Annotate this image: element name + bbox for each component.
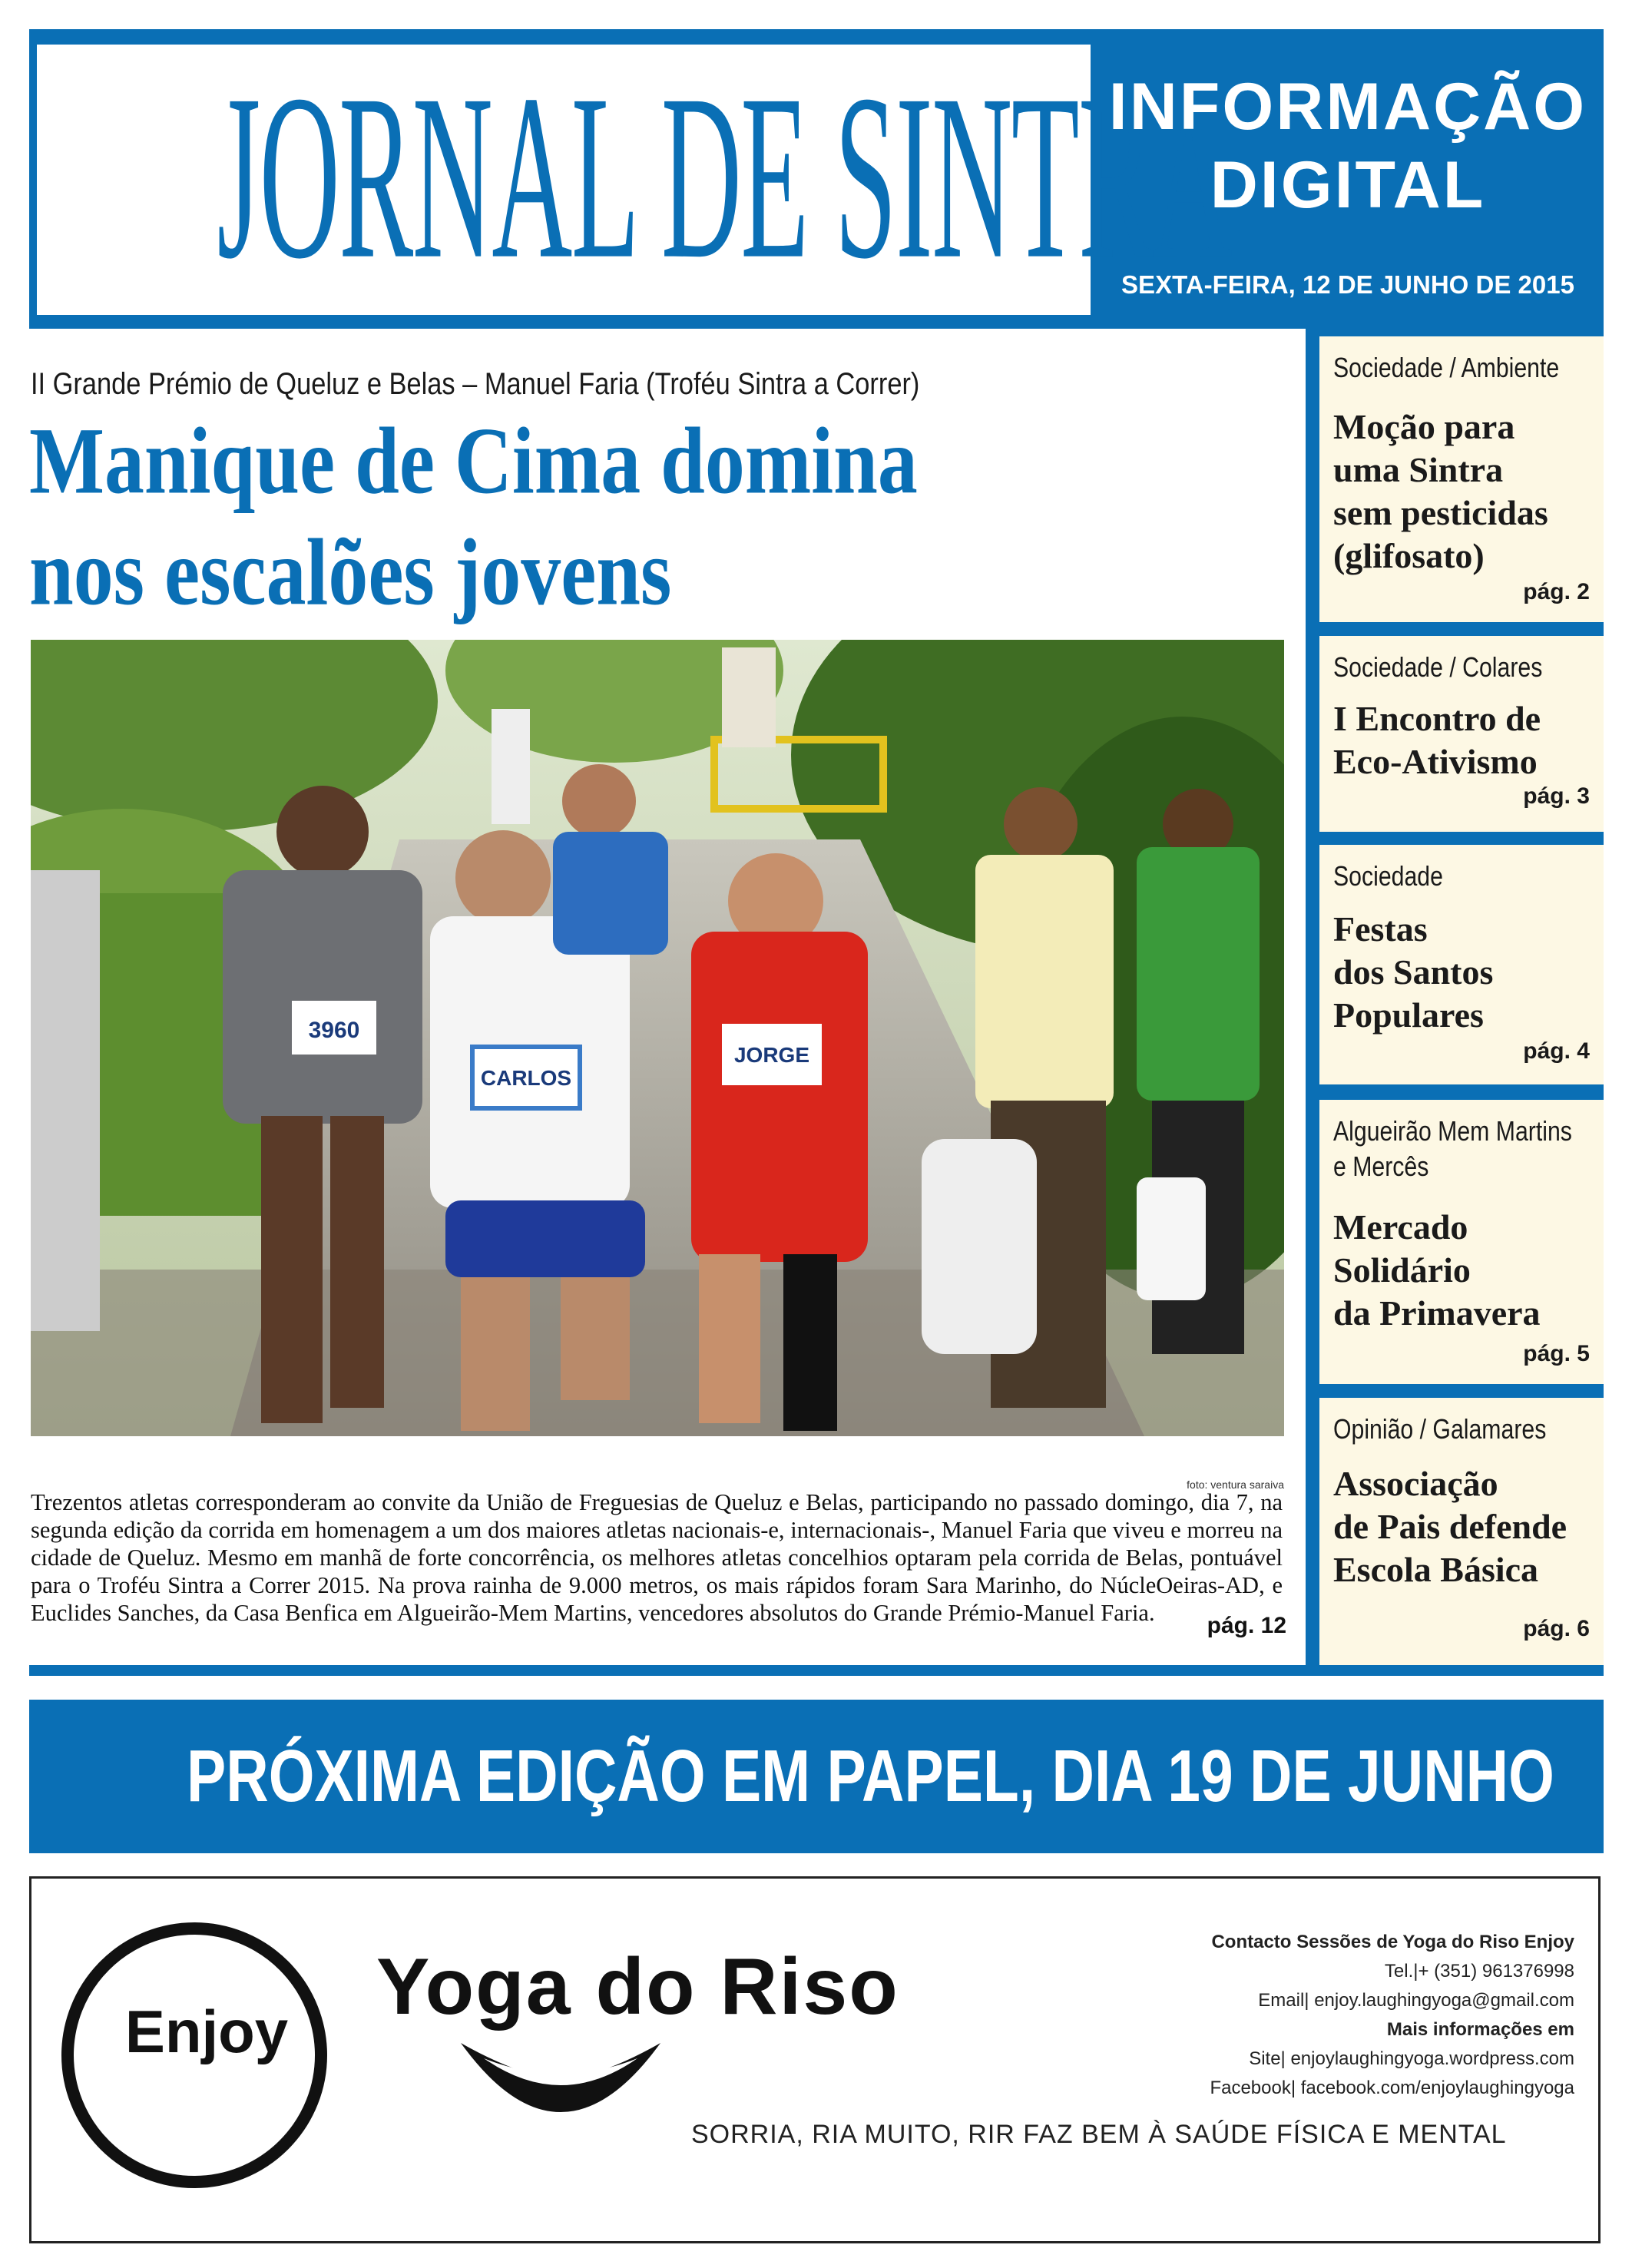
sidebar-item-title [1333, 406, 1548, 578]
title-line: Eco-Ativismo [1333, 742, 1538, 781]
sidebar-item-title [1333, 1206, 1541, 1335]
sidebar-item-category: Sociedade / Ambiente [1333, 352, 1560, 383]
sidebar-item-title [1333, 1462, 1567, 1591]
sidebar-item-page: pág. 5 [1523, 1341, 1590, 1366]
sidebar-item-category: Sociedade [1333, 860, 1443, 892]
race-photo [31, 640, 1284, 1436]
sidebar-item-ambiente[interactable] [1319, 336, 1604, 622]
edition-label [1098, 68, 1597, 224]
sidebar-item-opiniao[interactable] [1319, 1398, 1604, 1665]
sidebar-item-page: pág. 3 [1523, 783, 1590, 809]
sidebar-item-title [1333, 908, 1493, 1037]
ad-slogan: SORRIA, RIA MUITO, RIR FAZ BEM À SAÚDE FÍSICA E MENTAL [691, 2120, 1507, 2149]
title-line: sem pesticidas [1333, 493, 1548, 532]
title-line: Solidário [1333, 1250, 1471, 1290]
title-line: Mercado [1333, 1207, 1468, 1247]
title-line: (glifosato) [1333, 536, 1485, 575]
sidebar-item-page: pág. 2 [1523, 579, 1590, 604]
sidebar-item-santos-populares[interactable] [1319, 845, 1604, 1084]
smile-icon [453, 2028, 668, 2150]
sidebar-item-mercado[interactable] [1319, 1100, 1604, 1384]
sidebar-item-colares[interactable] [1319, 636, 1604, 832]
sidebar-item-page: pág. 4 [1523, 1038, 1590, 1064]
newspaper-title: JORNAL DE SINTRA [217, 45, 1232, 308]
sidebar-item-category-2: e Mercês [1333, 1151, 1429, 1182]
title-line: dos Santos [1333, 952, 1494, 992]
title-line: Populares [1333, 995, 1484, 1035]
sidebar-item-category: Algueirão Mem Martins [1333, 1115, 1572, 1147]
headline-line1: Manique de Cima domina [29, 408, 918, 514]
article-summary: Trezentos atletas corresponderam ao convite da União de Freguesias de Queluz e Belas, participando no passado domingo, dia 7, na segunda edição da corrida em homenagem a um dos maiores atletas nacionais-e, internacionais-, Manuel Faria que viveu e morreu na cidade de Queluz. Mesmo em manhã de forte concorrência, os melhores atletas concelhios optaram pela corrida de Belas, pontuável para o Troféu Sintra a Correr 2015. Na prova rainha de 9.000 metros, os mais rápidos foram Sara Marinho, do NúcleOeiras-AD, e Euclides Sanches, da Casa Benfica em Algueirão-Mem Martins, vencedores absolutos do Grande Prémio-Manuel Faria. [31, 1489, 1283, 1626]
title-line: Moção para [1333, 407, 1515, 446]
ad-more-info: Mais informações em [1386, 2019, 1574, 2040]
article-kicker: II Grande Prémio de Queluz e Belas – Manuel Faria (Troféu Sintra a Correr) [31, 367, 920, 401]
title-line: I Encontro de [1333, 699, 1541, 738]
title-line: Festas [1333, 909, 1428, 949]
bib-jorge: JORGE [733, 1043, 810, 1067]
edition-label-line1: INFORMAÇÃO [1108, 70, 1587, 144]
sidebar-item-category: Sociedade / Colares [1333, 651, 1543, 683]
title-line: Escola Básica [1333, 1550, 1539, 1589]
sidebar-item-title [1333, 697, 1541, 783]
article-page-ref[interactable]: pág. 12 [1183, 1613, 1286, 1639]
title-line: uma Sintra [1333, 450, 1504, 489]
article-headline[interactable] [29, 406, 1137, 628]
race-photo-illustration [31, 640, 1284, 1436]
title-line: de Pais defende [1333, 1507, 1567, 1546]
ad-site: Site| enjoylaughingyoga.wordpress.com [1249, 2048, 1574, 2069]
ad-email: Email| enjoy.laughingyoga@gmail.com [1258, 1990, 1574, 2011]
bib-3960: 3960 [308, 1018, 360, 1043]
sidebar-item-page: pág. 6 [1523, 1616, 1590, 1641]
ad-facebook: Facebook| facebook.com/enjoylaughingyoga [1210, 2078, 1574, 2098]
edition-label-line2: DIGITAL [1210, 148, 1486, 222]
headline-line2: nos escalões jovens [29, 519, 672, 625]
title-line: da Primavera [1333, 1293, 1541, 1333]
issue-date: SEXTA-FEIRA, 12 DE JUNHO DE 2015 [1121, 270, 1574, 299]
photo-credit: foto: ventura saraiva [1187, 1478, 1284, 1491]
ad-title: Yoga do Riso [376, 1942, 899, 2031]
ad-tel: Tel.|+ (351) 961376998 [1384, 1961, 1574, 1982]
sidebar-item-category: Opinião / Galamares [1333, 1413, 1547, 1445]
ad-logo-text: Enjoy [124, 1998, 289, 2065]
ad-contact-info [1098, 1928, 1574, 2103]
ad-contact-heading: Contacto Sessões de Yoga do Riso Enjoy [1211, 1932, 1574, 1952]
title-line: Associação [1333, 1464, 1498, 1503]
section-divider [29, 1665, 1604, 1676]
bib-carlos: CARLOS [480, 1066, 572, 1090]
next-edition-text: PRÓXIMA EDIÇÃO EM PAPEL, DIA 19 DE JUNHO [187, 1735, 1554, 1817]
